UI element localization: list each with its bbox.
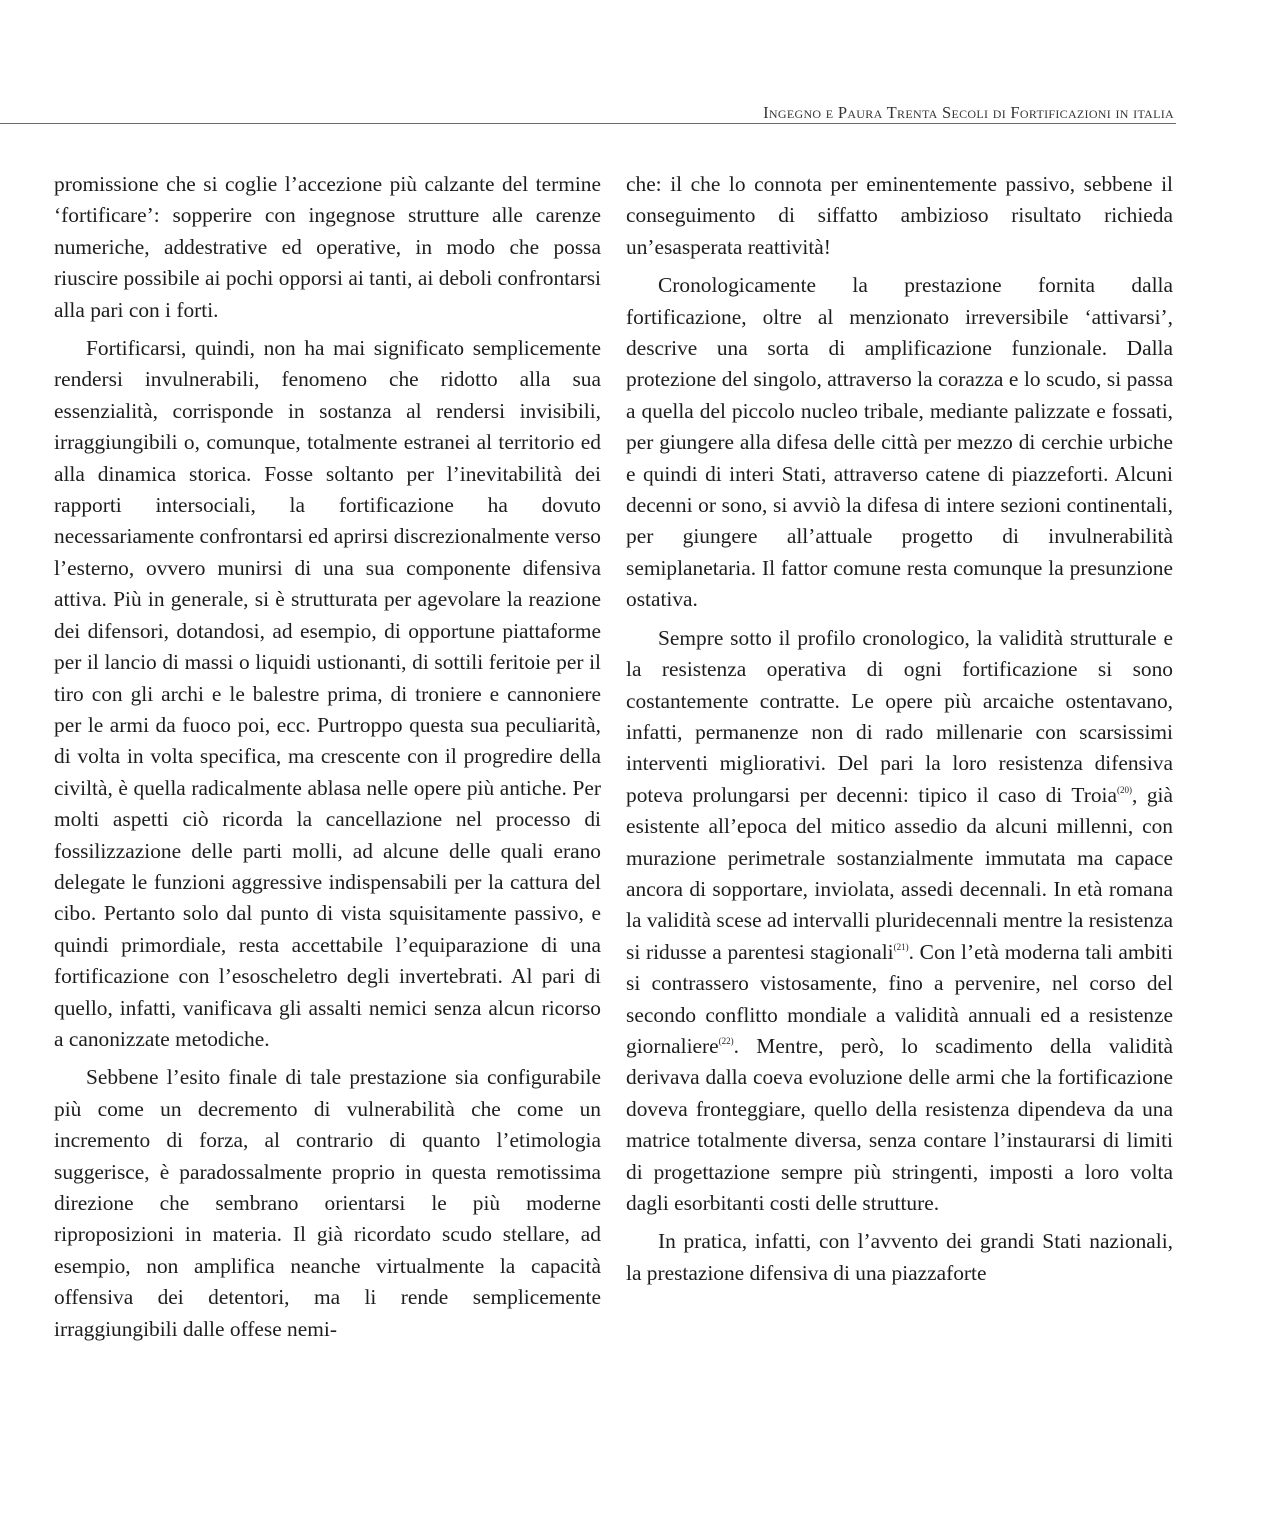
text-run: . Con l’età moderna tali ambiti si contrassero vistosamente, fino a pervenire, nel corso del secondo conflitto mondiale a validità annuali ed a resistenze giornaliere xyxy=(626,939,1173,1058)
right-column xyxy=(626,169,1173,1289)
paragraph: promissione che si coglie l’accezione più calzante del termine ‘fortificare’: sopperire con ingegnose strutture alle carenze numeriche, addestrative ed operative, in modo che possa riuscire possibile ai pochi opporsi ai tanti, ai deboli confrontarsi alla pari con i forti. xyxy=(54,172,601,322)
text-run: . Mentre, però, lo scadimento della validità derivava dalla coeva evoluzione delle armi che la fortificazione doveva fronteggiare, quello della resistenza dipendeva da una matrice totalmente diversa, senza contare l’instaurarsi di limiti di progettazione sempre più stringenti, imposti a loro volta dagli esorbitanti costi delle strutture. xyxy=(626,1033,1173,1215)
paragraph: Cronologicamente la prestazione fornita dalla fortificazione, oltre al menzionato irreversibile ‘attivarsi’, descrive una sorta di amplificazione funzionale. Dalla protezione del singolo, attraverso la corazza e lo scudo, si passa a quella del piccolo nucleo tribale, mediante palizzate e fossati, per giungere alla difesa delle città per mezzo di cerchie urbiche e quindi di interi Stati, attraverso catene di piazzeforti. Alcuni decenni or sono, si avviò la difesa di intere sezioni continentali, per giungere all’attuale progetto di invulnerabilità semiplanetaria. Il fattor comune resta comunque la presunzione ostativa. xyxy=(626,273,1173,612)
paragraph: che: il che lo connota per eminentemente passivo, sebbene il conseguimento di siffatto ambizioso risultato richieda un’esasperata reattività! xyxy=(626,172,1173,259)
footnote-ref-21: (21) xyxy=(893,941,909,952)
text-run: , già esistente all’epoca del mitico assedio da alcuni millenni, con murazione perimetrale sostanzialmente immutata ma capace ancora di sopportare, inviolata, assedi decennali. In età romana la validità scese ad intervalli pluridecennali mentre la resistenza si ridusse a parentesi stagionali xyxy=(626,782,1173,964)
footnote-ref-20: (20) xyxy=(1116,784,1132,795)
paragraph: In pratica, infatti, con l’avvento dei grandi Stati nazionali, la prestazione difensiva di una piazzaforte xyxy=(626,1229,1173,1285)
paragraph: Fortificarsi, quindi, non ha mai significato semplicemente rendersi invulnerabili, fenomeno che ridotto alla sua essenzialità, corrisponde in sostanza al rendersi invisibili, irraggiungibili o, comunque, totalmente estranei al territorio ed alla dinamica storica. Fosse soltanto per l’inevitabilità dei rapporti intersociali, la fortificazione ha dovuto necessariamente confrontarsi ed aprirsi discrezionalmente verso l’esterno, ovvero munirsi di una sua componente difensiva attiva. Più in generale, si è strutturata per agevolare la reazione dei difensori, dotandosi, ad esempio, di opportune piattaforme per il lancio di massi o liquidi ustionanti, di sottili feritoie per il tiro con gli archi e le balestre prima, di troniere e cannoniere per le armi da fuoco poi, ecc. Purtroppo questa sua peculiarità, di volta in volta specifica, ma crescente con il progredire della civiltà, è quella radicalmente ablasa nelle opere più antiche. Per molti aspetti ciò ricorda la cancellazione nel processo di fossilizzazione delle parti molli, ad alcune delle quali erano delegate le funzioni aggressive indispensabili per la cattura del cibo. Pertanto solo dal punto di vista squisitamente passivo, e quindi primordiale, resta accettabile l’equiparazione di una fortificazione con l’esoscheletro degli invertebrati. Al pari di quello, infatti, vanificava gli assalti nemici senza alcun ricorso a canonizzate metodiche. xyxy=(54,336,602,1051)
footnote-ref-22: (22) xyxy=(718,1035,734,1046)
paragraph xyxy=(626,623,1173,1220)
running-head: Ingegno e Paura Trenta Secoli di Fortificazioni in italia xyxy=(763,103,1174,122)
text-run: Sempre sotto il profilo cronologico, la validità strutturale e la resistenza operativa di ogni fortificazione si sono costantemente contratte. Le opere più arcaiche ostentavano, infatti, permanenze non di rado millenarie con scarsissimi interventi migliorativi. Del pari la loro resistenza difensiva poteva prolungarsi per decenni: tipico il caso di Troia xyxy=(626,625,1173,807)
paragraph: Sebbene l’esito finale di tale prestazione sia configurabile più come un decremento di vulnerabilità che come un incremento di forza, al contrario di quanto l’etimologia suggerisce, è paradossalmente proprio in questa remotissima direzione che sembrano orientarsi le più moderne riproposizioni in materia. Il già ricordato scudo stellare, ad esempio, non amplifica neanche virtualmente la capacità offensiva dei detentori, ma li rende semplicemente irraggiungibili dalle offese nemi- xyxy=(54,1065,601,1341)
header-rule xyxy=(0,123,1176,124)
left-column xyxy=(54,169,601,1345)
